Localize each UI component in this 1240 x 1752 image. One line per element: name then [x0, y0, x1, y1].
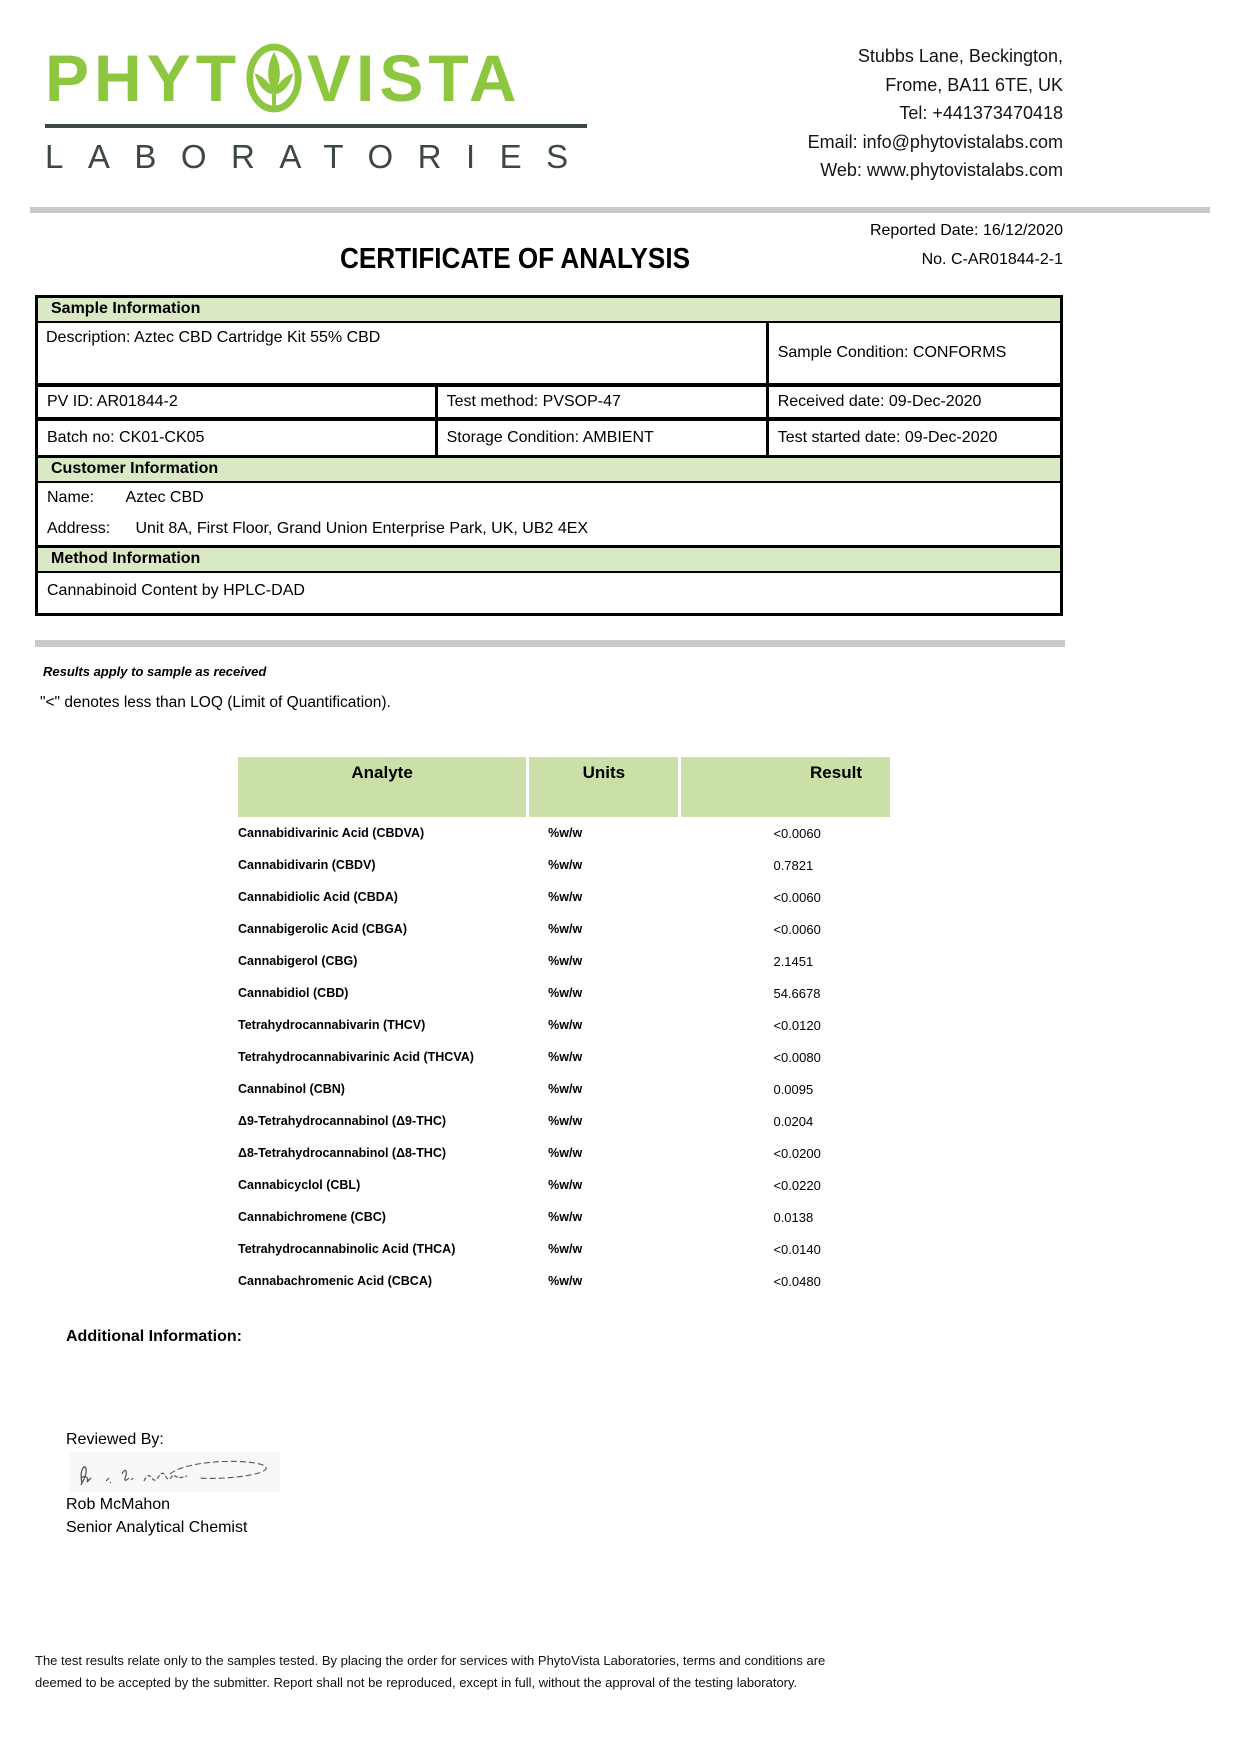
certificate-title: CERTIFICATE OF ANALYSIS [340, 243, 690, 275]
table-row [238, 1105, 890, 1137]
result-cell: 0.0095 [773, 1081, 814, 1097]
section-header-method: Method Information [38, 548, 1060, 573]
customer-address-row [47, 520, 1051, 538]
disclaimer-line: deemed to be accepted by the submitter. Report shall not be reproduced, except in full, without the approval of the testing laboratory. [35, 1675, 798, 1690]
contact-line: Web: www.phytovistalabs.com [820, 160, 1063, 180]
result-cell: 0.7821 [773, 857, 814, 873]
result-cell: 0.0204 [773, 1113, 814, 1129]
storage-condition-field: Storage Condition: AMBIENT [438, 421, 769, 455]
logo-text-pre: PHYT [45, 41, 242, 115]
table-row [238, 1265, 890, 1297]
analyte-cell: Cannabichromene (CBC) [238, 1210, 386, 1224]
analyte-cell: Tetrahydrocannabinolic Acid (THCA) [238, 1242, 456, 1256]
units-cell: %w/w [548, 1210, 583, 1224]
table-row [38, 421, 1060, 455]
method-field: Cannabinoid Content by HPLC-DAD [47, 582, 305, 599]
pv-id-field: PV ID: AR01844-2 [38, 387, 438, 417]
results-note-loq: "<" denotes less than LOQ (Limit of Quantification). [40, 694, 391, 711]
batch-no-field: Batch no: CK01-CK05 [38, 421, 438, 455]
signature-image [70, 1452, 280, 1492]
units-cell: %w/w [548, 986, 583, 1000]
units-cell: %w/w [548, 922, 583, 936]
table-row [238, 1169, 890, 1201]
table-row [238, 849, 890, 881]
logo-subtitle: LABORATORIES [45, 138, 593, 175]
units-cell: %w/w [548, 1114, 583, 1128]
description-field: Description: Aztec CBD Cartridge Kit 55% CBD [38, 323, 769, 383]
units-cell: %w/w [548, 1146, 583, 1160]
analyte-cell: Cannabidivarinic Acid (CBDVA) [238, 826, 425, 840]
units-cell: %w/w [548, 1082, 583, 1096]
result-cell: <0.0060 [773, 921, 821, 937]
result-cell: 54.6678 [773, 985, 821, 1001]
analyte-cell: Cannabidiolic Acid (CBDA) [238, 890, 398, 904]
logo-text-post: VISTA [307, 41, 522, 115]
contact-line: Email: info@phytovistalabs.com [807, 131, 1063, 152]
analyte-cell: Cannabachromenic Acid (CBCA) [238, 1274, 433, 1288]
test-started-date-field: Test started date: 09-Dec-2020 [777, 429, 998, 446]
analyte-cell: Δ8-Tetrahydrocannabinol (Δ8-THC) [238, 1146, 447, 1160]
table-row [238, 945, 890, 977]
contact-line: Frome, BA11 6TE, UK [885, 74, 1063, 95]
table-row [238, 1041, 890, 1073]
units-cell: %w/w [548, 954, 583, 968]
customer-address-label: Address: [47, 520, 111, 537]
lab-contact-block [808, 42, 1063, 185]
table-row [238, 817, 890, 849]
result-cell: <0.0200 [773, 1145, 821, 1161]
disclaimer-line: The test results relate only to the samples tested. By placing the order for services with PhytoVista Laboratories, terms and conditions are [35, 1653, 826, 1668]
reviewed-by-label: Reviewed By: [66, 1431, 164, 1448]
leaf-o-icon [245, 41, 303, 115]
method-information-section [35, 545, 1063, 616]
results-table-header [238, 757, 890, 817]
result-cell: <0.0120 [773, 1017, 821, 1033]
table-row [238, 1073, 890, 1105]
table-row [38, 323, 1060, 387]
results-table [238, 757, 890, 1297]
analyte-cell: Tetrahydrocannabivarin (THCV) [238, 1018, 426, 1032]
reported-date: Reported Date: 16/12/2020 [869, 222, 1063, 239]
analyte-cell: Cannabidivarin (CBDV) [238, 858, 376, 872]
analyte-cell: Cannabigerolic Acid (CBGA) [238, 922, 407, 936]
customer-name-row [47, 489, 1051, 507]
table-row [38, 387, 1060, 421]
result-cell: <0.0060 [773, 825, 821, 841]
phytovista-logo [45, 36, 593, 176]
reviewer-title: Senior Analytical Chemist [66, 1519, 248, 1536]
table-row [238, 913, 890, 945]
customer-information-section [35, 455, 1063, 548]
results-note-sample: Results apply to sample as received [43, 664, 267, 679]
section-header-customer: Customer Information [38, 458, 1060, 483]
logo-brand-text [45, 36, 587, 120]
table-row [238, 977, 890, 1009]
analyte-cell: Cannabinol (CBN) [238, 1082, 345, 1096]
units-cell: %w/w [548, 1018, 583, 1032]
reviewer-name: Rob McMahon [66, 1496, 171, 1513]
section-divider [35, 640, 1065, 647]
contact-line: Stubbs Lane, Beckington, [857, 46, 1063, 66]
table-row [238, 1137, 890, 1169]
logo-divider [45, 124, 587, 128]
analyte-cell: Cannabidiol (CBD) [238, 986, 349, 1000]
column-header-analyte: Analyte [238, 757, 526, 817]
units-cell: %w/w [548, 1242, 583, 1256]
analyte-cell: Tetrahydrocannabivarinic Acid (THCVA) [238, 1050, 474, 1064]
footer-disclaimer [35, 1650, 825, 1694]
column-header-result: Result [681, 757, 890, 817]
column-header-units: Units [529, 757, 678, 817]
units-cell: %w/w [548, 1274, 583, 1288]
result-cell: <0.0060 [773, 889, 821, 905]
header-divider [30, 207, 1210, 213]
table-row [238, 881, 890, 913]
units-cell: %w/w [548, 858, 583, 872]
analyte-cell: Cannabigerol (CBG) [238, 954, 358, 968]
result-cell: <0.0140 [773, 1241, 821, 1257]
information-tables [35, 295, 1063, 616]
customer-details [38, 483, 1060, 545]
analyte-cell: Δ9-Tetrahydrocannabinol (Δ9-THC) [238, 1114, 447, 1128]
customer-name-label: Name: [47, 489, 95, 506]
sample-condition-field: Sample Condition: CONFORMS [777, 344, 1007, 361]
result-cell: <0.0220 [773, 1177, 821, 1193]
contact-line: Tel: +441373470418 [899, 103, 1063, 123]
additional-information-label: Additional Information: [66, 1328, 242, 1345]
customer-name-value: Aztec CBD [125, 489, 204, 506]
received-date-field: Received date: 09-Dec-2020 [777, 393, 982, 410]
report-number: No. C-AR01844-2-1 [921, 251, 1063, 268]
table-row [238, 1233, 890, 1265]
customer-address-value: Unit 8A, First Floor, Grand Union Enterprise Park, UK, UB2 4EX [135, 520, 589, 537]
section-header-sample: Sample Information [38, 298, 1060, 323]
units-cell: %w/w [548, 1178, 583, 1192]
sample-information-section [35, 295, 1063, 458]
result-cell: 0.0138 [773, 1209, 814, 1225]
result-cell: <0.0480 [773, 1273, 821, 1289]
result-cell: <0.0080 [773, 1049, 821, 1065]
units-cell: %w/w [548, 1050, 583, 1064]
result-cell: 2.1451 [773, 953, 814, 969]
test-method-field: Test method: PVSOP-47 [438, 387, 769, 417]
table-row [238, 1201, 890, 1233]
analyte-cell: Cannabicyclol (CBL) [238, 1178, 361, 1192]
table-row [238, 1009, 890, 1041]
units-cell: %w/w [548, 826, 583, 840]
units-cell: %w/w [548, 890, 583, 904]
